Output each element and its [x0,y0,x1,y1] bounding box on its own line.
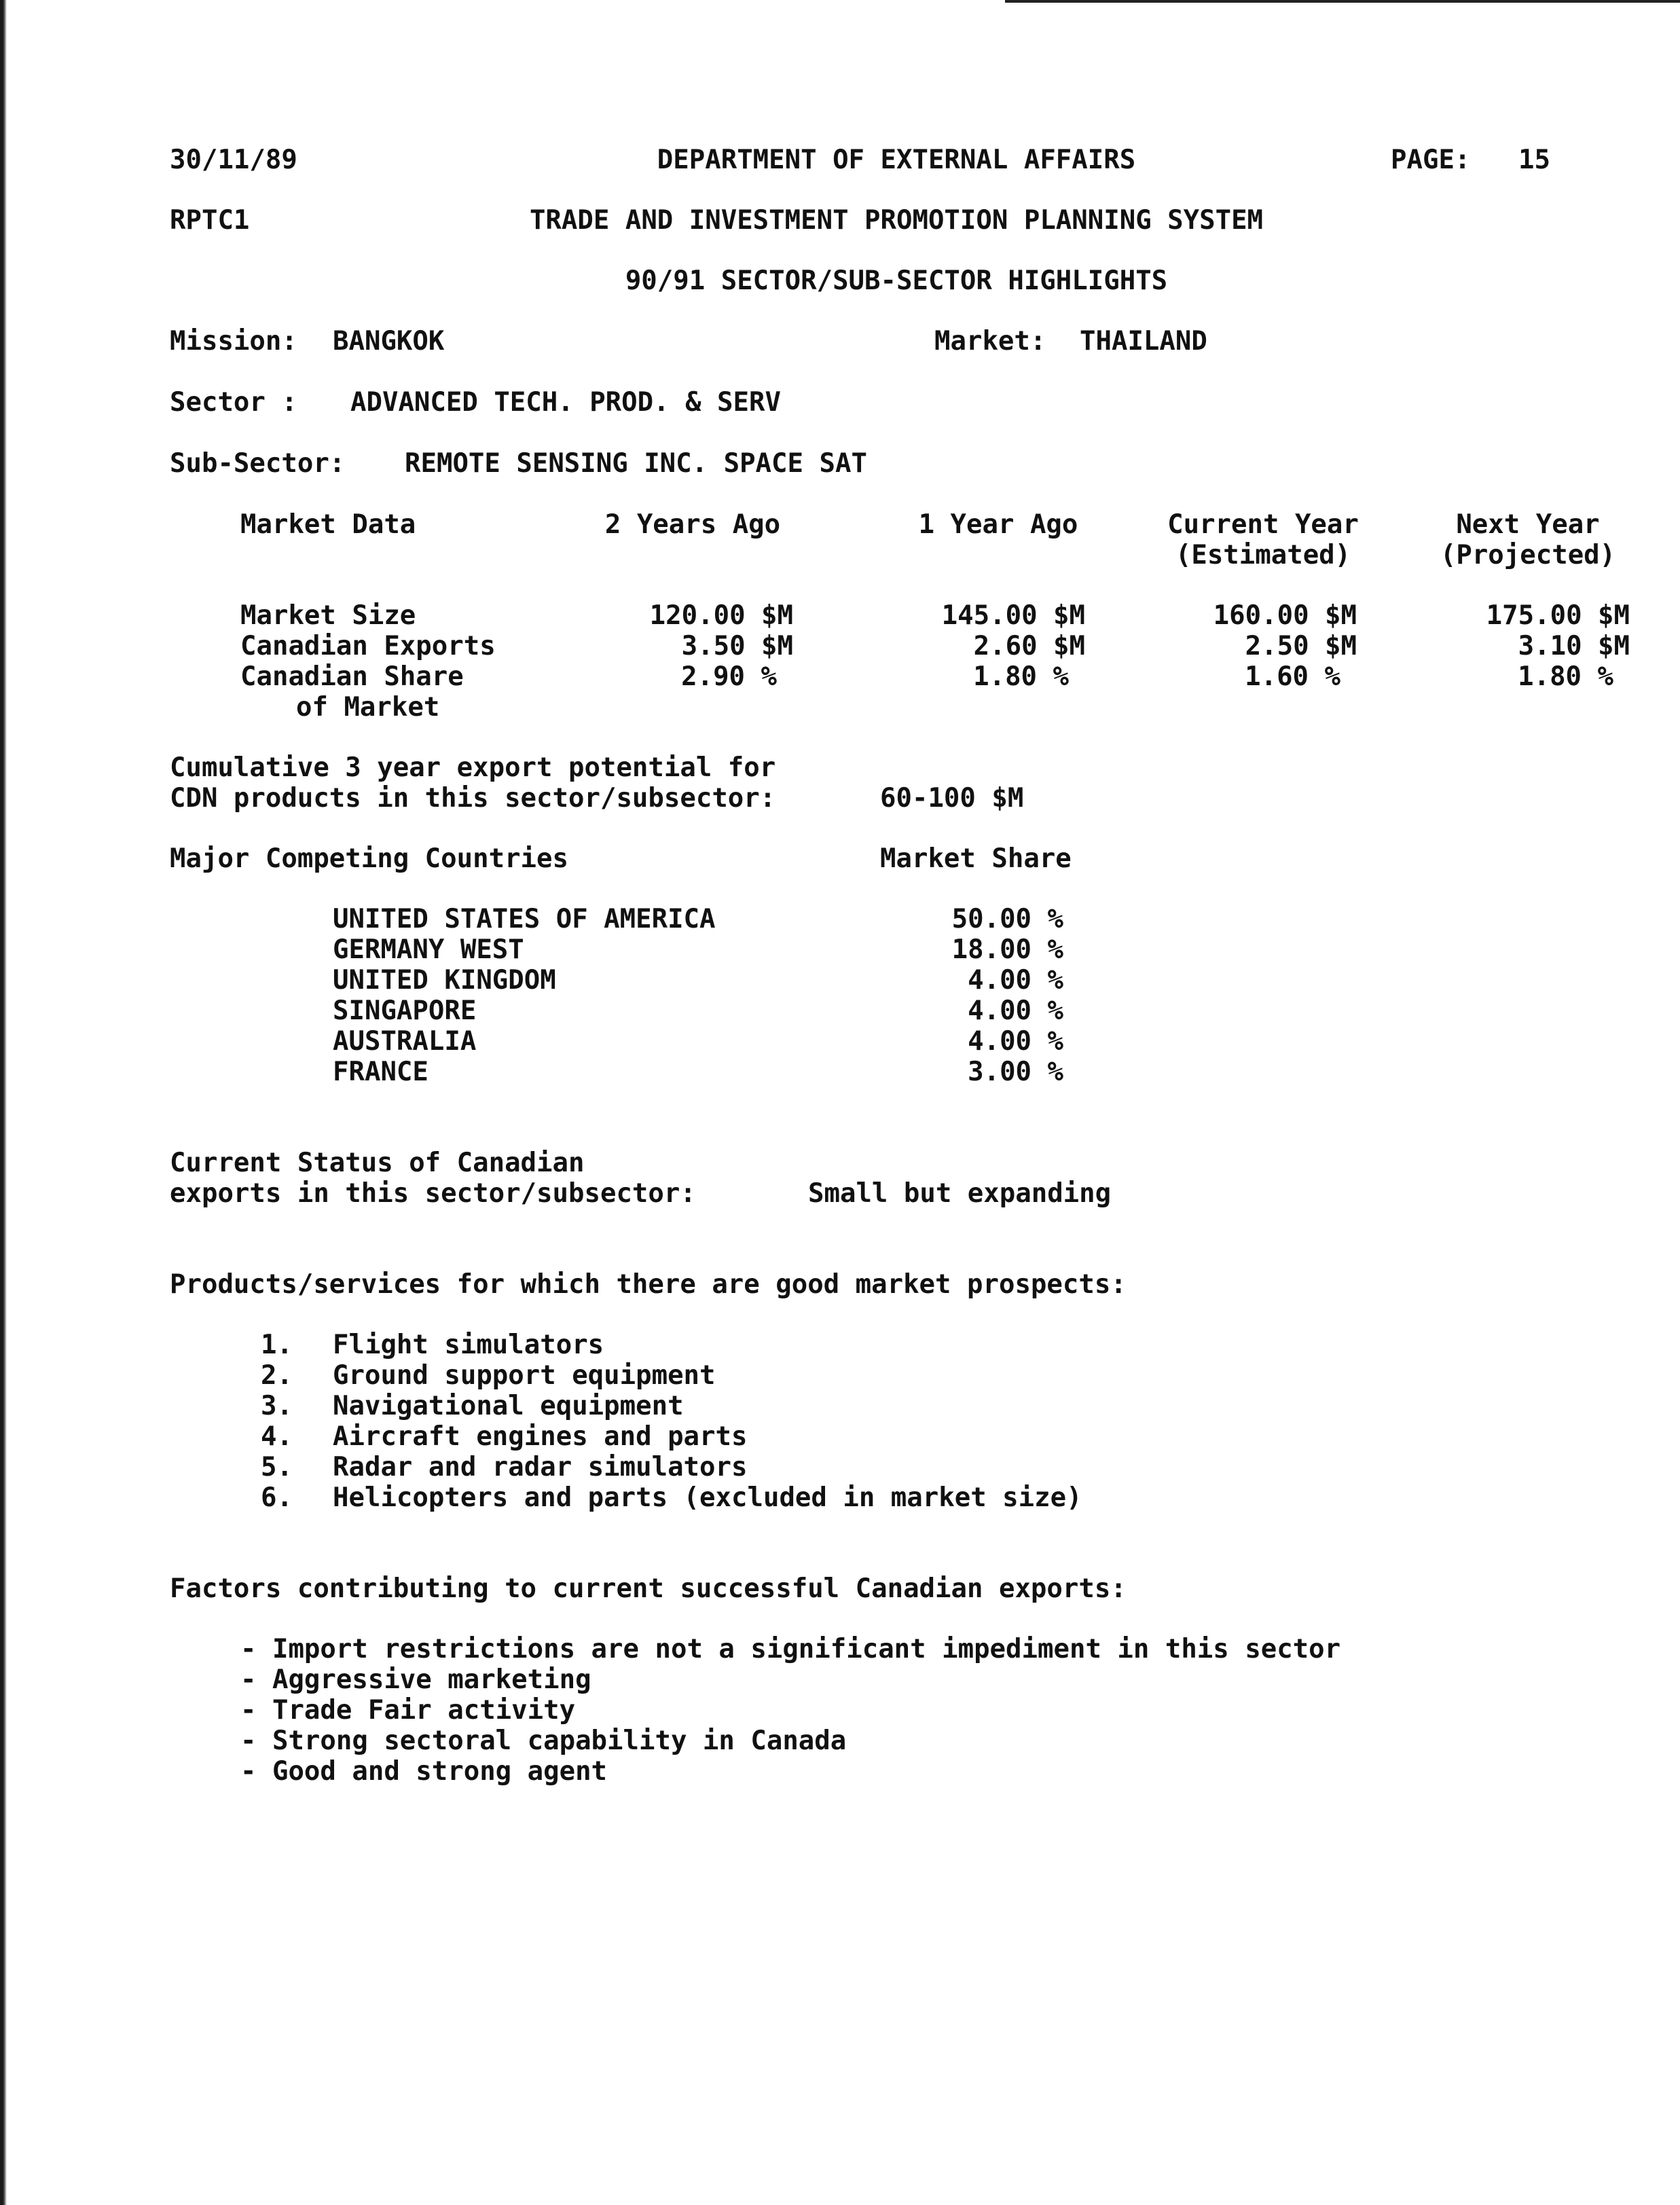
column-header: Current Year [1167,509,1359,540]
column-header: Next Year [1456,509,1600,540]
sector-value: ADVANCED TECH. PROD. & SERV [350,387,781,418]
table-cell: 3.10 $M [1518,631,1630,661]
list-item: Aircraft engines and parts [333,1421,748,1452]
list-item-number: 6. [261,1482,293,1513]
factors-heading: Factors contributing to current successful Canadian exports: [170,1573,1127,1604]
table-cell: 1.60 % [1245,661,1340,692]
competitor-country: AUSTRALIA [333,1026,477,1057]
table-cell: 160.00 $M [1213,600,1357,631]
list-item-number: 1. [261,1330,293,1360]
list-item: Radar and radar simulators [333,1452,748,1482]
status-line2: exports in this sector/subsector: [170,1178,696,1209]
page-label: PAGE: [1391,145,1471,175]
column-subheader: (Projected) [1440,540,1616,570]
list-item: - Aggressive marketing [240,1664,591,1695]
mission-value: BANGKOK [333,326,445,357]
table-cell: 2.50 $M [1245,631,1357,661]
row-label-continued: of Market [296,692,440,723]
column-header: 2 Years Ago [604,509,781,540]
list-item-number: 4. [261,1421,293,1452]
row-label: Market Size [240,600,416,631]
products-heading: Products/services for which there are good market prospects: [170,1269,1127,1300]
mission-label: Mission: [170,326,297,357]
potential-line2: CDN products in this sector/subsector: [170,783,776,814]
list-item-number: 5. [261,1452,293,1482]
row-label: Canadian Exports [240,631,496,661]
table-cell: 175.00 $M [1486,600,1630,631]
table-cell: 3.50 $M [681,631,793,661]
report-title: 90/91 SECTOR/SUB-SECTOR HIGHLIGHTS [625,266,1168,296]
column-subheader: (Estimated) [1175,540,1351,570]
competitor-country: FRANCE [333,1057,428,1087]
status-value: Small but expanding [808,1178,1112,1209]
report-date: 30/11/89 [170,145,297,175]
competitor-share: 4.00 % [968,1026,1063,1057]
table-cell: 120.00 $M [649,600,793,631]
scan-edge-left [0,0,7,2205]
market-label: Market: [934,326,1046,357]
competitor-share: 3.00 % [968,1057,1063,1087]
competitor-share: 18.00 % [951,934,1063,965]
sector-label: Sector : [170,387,297,418]
market-data-header: Market Data [240,509,416,540]
market-share-header: Market Share [880,843,1072,874]
table-cell: 1.80 % [973,661,1069,692]
list-item: - Strong sectoral capability in Canada [240,1726,847,1756]
table-cell: 1.80 % [1518,661,1613,692]
competitor-country: UNITED STATES OF AMERICA [333,904,716,934]
list-item: Ground support equipment [333,1360,716,1391]
table-cell: 2.60 $M [973,631,1085,661]
list-item: - Trade Fair activity [240,1695,576,1726]
subsector-value: REMOTE SENSING INC. SPACE SAT [405,448,867,479]
department-name: DEPARTMENT OF EXTERNAL AFFAIRS [657,145,1136,175]
list-item: Helicopters and parts (excluded in market size) [333,1482,1082,1513]
status-line1: Current Status of Canadian [170,1148,585,1178]
competitors-header: Major Competing Countries [170,843,568,874]
row-label: Canadian Share [240,661,464,692]
system-title: TRADE AND INVESTMENT PROMOTION PLANNING SYSTEM [529,205,1264,236]
competitor-country: SINGAPORE [333,996,477,1026]
table-cell: 145.00 $M [941,600,1085,631]
list-item: - Good and strong agent [240,1756,608,1787]
competitor-share: 4.00 % [968,965,1063,996]
column-header: 1 Year Ago [918,509,1078,540]
competitor-share: 4.00 % [968,996,1063,1026]
potential-line1: Cumulative 3 year export potential for [170,752,776,783]
table-cell: 2.90 % [681,661,777,692]
page-number: 15 [1518,145,1550,175]
competitor-country: UNITED KINGDOM [333,965,556,996]
report-code: RPTC1 [170,205,250,236]
list-item-number: 3. [261,1391,293,1421]
competitor-share: 50.00 % [951,904,1063,934]
list-item: Navigational equipment [333,1391,684,1421]
subsector-label: Sub-Sector: [170,448,346,479]
competitor-country: GERMANY WEST [333,934,524,965]
list-item: - Import restrictions are not a significant impediment in this sector [240,1634,1341,1664]
list-item-number: 2. [261,1360,293,1391]
market-value: THAILAND [1080,326,1207,357]
list-item: Flight simulators [333,1330,604,1360]
potential-value: 60-100 $M [880,783,1024,814]
scan-edge-top [1005,0,1680,3]
